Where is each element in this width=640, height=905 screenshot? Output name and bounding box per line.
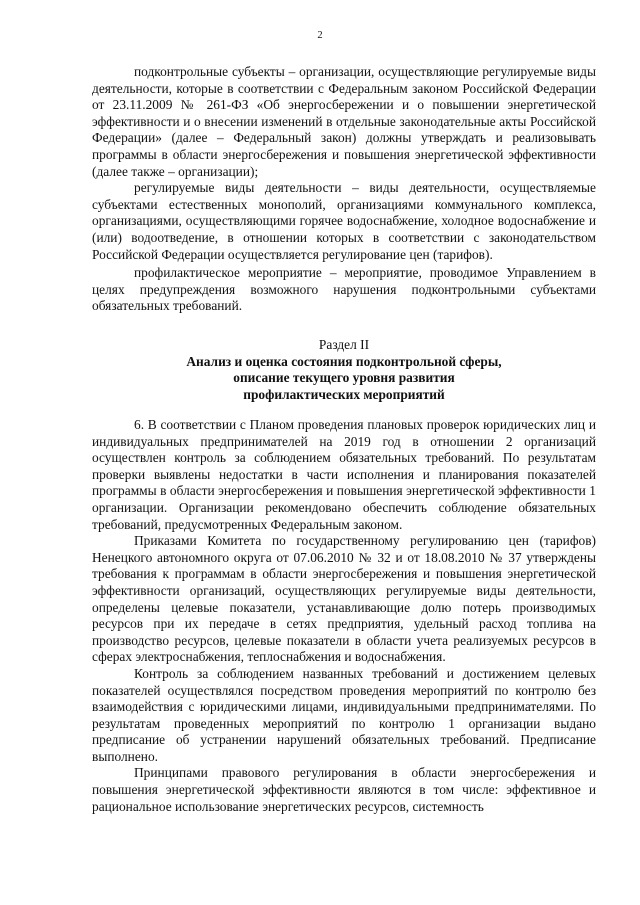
section-heading (92, 337, 596, 403)
section-title (92, 354, 596, 404)
definition-paragraph: подконтрольные субъекты – организации, осуществляющие регулируемые виды деятельности, которые в соответствии с Федеральным законом Российской Федерации от 23.11.2009 № 261-ФЗ «Об энергосбережении и о повышении энергетической эффективности и о внесении изменений в отдельные законодательные акты Российской Федерации» (далее – Федеральный закон) должны утверждать и реализовывать программы в области энергосбережения и повышения энергетической эффективности (далее также – организации); (92, 64, 596, 179)
definitions-block (92, 64, 596, 315)
section-body (92, 417, 596, 815)
section-title-line: Анализ и оценка состояния подконтрольной сферы, (186, 353, 502, 369)
definition-paragraph: регулируемые виды деятельности – виды деятельности, осуществляемые субъектами естественных монополий, организациями коммунального комплекса, организациями, осуществляющими горячее водоснабжение, холодное водоснабжение и (или) водоотведение, в отношении которых в соответствии с законодательством Российской Федерации осуществляется регулирование цен (тарифов). (92, 180, 596, 262)
definition-paragraph: профилактическое мероприятие – мероприятие, проводимое Управлением в целях предупреждения возможного нарушения подконтрольными субъектами обязательных требований. (92, 265, 596, 314)
page-number: 2 (317, 30, 323, 41)
body-paragraph: 6. В соответствии с Планом проведения плановых проверок юридических лиц и индивидуальных предпринимателей на 2019 год в отношении 2 организаций осуществлен контроль за соблюдением обязательных требований. По результатам проверки выявлены недостатки в части исполнения и планирования показателей программы в области энергосбережения и повышения энергетической эффективности 1 организации. Организации рекомендовано обеспечить соблюдение обязательных требований, предусмотренных Федеральным законом. (92, 417, 596, 532)
body-paragraph: Контроль за соблюдением названных требований и достижением целевых показателей осуществлялся посредством проведения мероприятий по контролю без взаимодействия с юридическими лицами, индивидуальными предпринимателями. По результатам проведенных мероприятий по контролю 1 организации выдано предписание об устранении нарушений обязательных требований. Предписание выполнено. (92, 665, 596, 764)
body-paragraph: Принципами правового регулирования в области энергосбережения и повышения энергетической эффективности являются в том числе: эффективное и рациональное использование энергетических ресурсов, системность (92, 765, 596, 814)
section-number: Раздел II (318, 337, 370, 352)
section-title-line: профилактических мероприятий (243, 386, 445, 402)
section-title-line: описание текущего уровня развития (233, 370, 455, 386)
body-paragraph: Приказами Комитета по государственному регулированию цен (тарифов) Ненецкого автономного округа от 07.06.2010 № 32 и от 18.08.2010 № 37 утверждены требования к программам в области энергосбережения и повышения энергетической эффективности организаций, осуществляющих регулируемые виды деятельности, определены целевые показатели, устанавливающие долю потерь производимых ресурсов при их передаче в сетях предприятия, удельный расход топлива на производство ресурсов, целевые показатели в области учета реализуемых ресурсов в сферах электроснабжения, теплоснабжения и водоснабжения. (92, 533, 596, 665)
